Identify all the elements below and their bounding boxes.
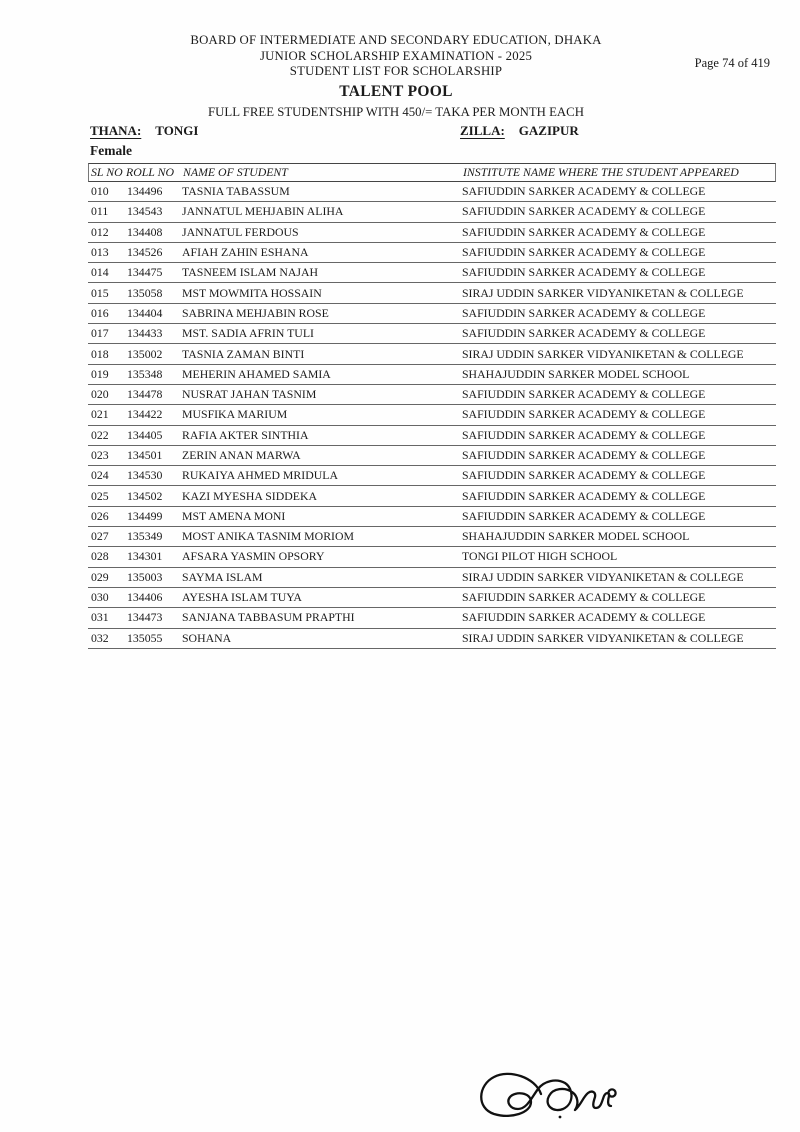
student-name-cell: TASNIA ZAMAN BINTI: [182, 346, 305, 361]
sl-no-cell: 032: [91, 630, 109, 645]
sl-no-cell: 020: [91, 387, 109, 402]
table-body: [88, 182, 776, 649]
student-name-cell: MST. SADIA AFRIN TULI: [182, 326, 314, 341]
institute-cell: SAFIUDDIN SARKER ACADEMY & COLLEGE: [462, 448, 706, 462]
institute-cell: SAFIUDDIN SARKER ACADEMY & COLLEGE: [462, 387, 706, 402]
roll-no-cell: 135058: [127, 285, 163, 300]
table-row: [88, 182, 776, 202]
roll-no-cell: 134499: [127, 508, 163, 523]
institute-cell: SIRAJ UDDIN SARKER VIDYANIKETAN & COLLEGE: [462, 285, 744, 300]
table-row: [88, 202, 776, 222]
roll-no-cell: 135349: [127, 529, 163, 544]
sl-no-cell: 012: [91, 224, 109, 239]
table-row: [88, 223, 776, 243]
student-name-cell: RUKAIYA AHMED MRIDULA: [182, 468, 338, 483]
table-row: [88, 405, 776, 425]
student-name-cell: TASNEEM ISLAM NAJAH: [182, 265, 319, 280]
location-row: [90, 123, 776, 141]
institute-cell: SAFIUDDIN SARKER ACADEMY & COLLEGE: [462, 224, 706, 239]
roll-no-cell: 135002: [127, 346, 163, 361]
thana-label: THANA:: [90, 123, 142, 138]
col-header-roll: ROLL NO: [126, 165, 174, 179]
roll-no-cell: 134405: [127, 427, 163, 442]
roll-no-cell: 134422: [127, 407, 163, 422]
roll-no-cell: 134543: [127, 204, 163, 219]
roll-no-cell: 134475: [127, 265, 163, 280]
talent-pool-title: TALENT POOL: [339, 82, 453, 100]
table-row: [88, 344, 776, 364]
institute-cell: SAFIUDDIN SARKER ACADEMY & COLLEGE: [462, 427, 706, 442]
zilla-label: ZILLA:: [460, 123, 505, 138]
institute-cell: SAFIUDDIN SARKER ACADEMY & COLLEGE: [462, 468, 706, 483]
roll-no-cell: 134473: [127, 610, 163, 625]
sl-no-cell: 025: [91, 488, 109, 503]
sl-no-cell: 011: [91, 204, 109, 219]
sl-no-cell: 019: [91, 366, 109, 381]
student-name-cell: MST MOWMITA HOSSAIN: [182, 285, 322, 300]
student-name-cell: SANJANA TABBASUM PRAPTHI: [182, 610, 355, 625]
table-row: [88, 507, 776, 527]
roll-no-cell: 134406: [127, 590, 163, 605]
roll-no-cell: 134433: [127, 326, 163, 341]
col-header-name: NAME OF STUDENT: [183, 165, 288, 179]
sl-no-cell: 022: [91, 427, 109, 442]
sl-no-cell: 015: [91, 285, 109, 300]
sl-no-cell: 017: [91, 326, 109, 341]
table-row: [88, 324, 776, 344]
student-name-cell: SOHANA: [182, 630, 232, 645]
student-name-cell: MUSFIKA MARIUM: [182, 407, 288, 422]
thana-value: TONGI: [155, 123, 199, 138]
institute-cell: SHAHAJUDDIN SARKER MODEL SCHOOL: [462, 366, 690, 381]
board-title: BOARD OF INTERMEDIATE AND SECONDARY EDUCATION, DHAKA: [190, 33, 602, 47]
sl-no-cell: 010: [91, 184, 109, 199]
institute-cell: SAFIUDDIN SARKER ACADEMY & COLLEGE: [462, 265, 706, 280]
student-table: [88, 163, 776, 649]
sl-no-cell: 013: [91, 245, 109, 260]
roll-no-cell: 134501: [127, 448, 163, 462]
student-name-cell: SAYMA ISLAM: [182, 569, 263, 584]
zilla-value: GAZIPUR: [518, 123, 579, 138]
student-name-cell: AFIAH ZAHIN ESHANA: [182, 245, 309, 260]
institute-cell: SIRAJ UDDIN SARKER VIDYANIKETAN & COLLEGE: [462, 630, 744, 645]
table-row: [88, 283, 776, 303]
table-row: [88, 385, 776, 405]
institute-cell: SHAHAJUDDIN SARKER MODEL SCHOOL: [462, 529, 690, 544]
institute-cell: SIRAJ UDDIN SARKER VIDYANIKETAN & COLLEGE: [462, 569, 744, 584]
sl-no-cell: 029: [91, 569, 109, 584]
roll-no-cell: 134496: [127, 184, 163, 199]
col-header-sl: SL NO: [91, 165, 123, 179]
student-name-cell: NUSRAT JAHAN TASNIM: [182, 387, 317, 402]
document-header: [0, 33, 792, 121]
table-row: [88, 446, 776, 466]
roll-no-cell: 135003: [127, 569, 163, 584]
roll-no-cell: 134502: [127, 488, 163, 503]
institute-cell: SAFIUDDIN SARKER ACADEMY & COLLEGE: [462, 407, 706, 422]
institute-cell: TONGI PILOT HIGH SCHOOL: [462, 549, 618, 564]
institute-cell: SAFIUDDIN SARKER ACADEMY & COLLEGE: [462, 326, 706, 341]
institute-cell: SAFIUDDIN SARKER ACADEMY & COLLEGE: [462, 305, 706, 320]
roll-no-cell: 135348: [127, 366, 163, 381]
student-name-cell: AFSARA YASMIN OPSORY: [182, 549, 325, 564]
institute-cell: SAFIUDDIN SARKER ACADEMY & COLLEGE: [462, 184, 706, 199]
sl-no-cell: 027: [91, 529, 109, 544]
sl-no-cell: 026: [91, 508, 109, 523]
institute-cell: SAFIUDDIN SARKER ACADEMY & COLLEGE: [462, 508, 706, 523]
sl-no-cell: 014: [91, 265, 109, 280]
stipend-line: FULL FREE STUDENTSHIP WITH 450/= TAKA PER MONTH EACH: [208, 104, 584, 119]
table-row: [88, 568, 776, 588]
sl-no-cell: 031: [91, 610, 109, 625]
table-header-row: [88, 163, 776, 182]
sl-no-cell: 021: [91, 407, 109, 422]
student-name-cell: JANNATUL FERDOUS: [182, 224, 299, 239]
table-row: [88, 304, 776, 324]
roll-no-cell: 134526: [127, 245, 163, 260]
table-row: [88, 527, 776, 547]
student-name-cell: TASNIA TABASSUM: [182, 184, 290, 199]
exam-title: JUNIOR SCHOLARSHIP EXAMINATION - 2025: [259, 48, 533, 63]
table-row: [88, 263, 776, 283]
institute-cell: SAFIUDDIN SARKER ACADEMY & COLLEGE: [462, 610, 706, 625]
sl-no-cell: 023: [91, 448, 109, 462]
institute-cell: SAFIUDDIN SARKER ACADEMY & COLLEGE: [462, 590, 706, 605]
student-name-cell: MEHERIN AHAMED SAMIA: [182, 366, 331, 381]
table-row: [88, 547, 776, 567]
sl-no-cell: 018: [91, 346, 109, 361]
student-name-cell: MOST ANIKA TASNIM MORIOM: [182, 529, 354, 544]
roll-no-cell: 134478: [127, 387, 163, 402]
roll-no-cell: 134404: [127, 305, 163, 320]
student-name-cell: MST AMENA MONI: [182, 508, 286, 523]
roll-no-cell: 134530: [127, 468, 163, 483]
signature-scribble: [453, 1066, 618, 1124]
list-subtitle: STUDENT LIST FOR SCHOLARSHIP: [289, 64, 503, 79]
table-row: [88, 608, 776, 628]
student-name-cell: AYESHA ISLAM TUYA: [182, 590, 302, 605]
table-row: [88, 629, 776, 649]
table-row: [88, 426, 776, 446]
sl-no-cell: 028: [91, 549, 109, 564]
roll-no-cell: 134408: [127, 224, 163, 239]
page-number: Page 74 of 419: [694, 56, 770, 70]
institute-cell: SAFIUDDIN SARKER ACADEMY & COLLEGE: [462, 245, 706, 260]
student-name-cell: RAFIA AKTER SINTHIA: [182, 427, 309, 442]
student-name-cell: KAZI MYESHA SIDDEKA: [182, 488, 318, 503]
institute-cell: SAFIUDDIN SARKER ACADEMY & COLLEGE: [462, 204, 706, 219]
student-name-cell: SABRINA MEHJABIN ROSE: [182, 305, 329, 320]
institute-cell: SIRAJ UDDIN SARKER VIDYANIKETAN & COLLEGE: [462, 346, 744, 361]
col-header-institute: INSTITUTE NAME WHERE THE STUDENT APPEARED: [463, 165, 739, 179]
institute-cell: SAFIUDDIN SARKER ACADEMY & COLLEGE: [462, 488, 706, 503]
roll-no-cell: 134301: [127, 549, 163, 564]
table-row: [88, 365, 776, 385]
table-row: [88, 466, 776, 486]
student-name-cell: ZERIN ANAN MARWA: [182, 448, 301, 462]
table-row: [88, 243, 776, 263]
sl-no-cell: 016: [91, 305, 109, 320]
sl-no-cell: 024: [91, 468, 109, 483]
table-row: [88, 486, 776, 506]
roll-no-cell: 135055: [127, 630, 163, 645]
group-label: Female: [90, 143, 132, 158]
sl-no-cell: 030: [91, 590, 109, 605]
table-row: [88, 588, 776, 608]
student-name-cell: JANNATUL MEHJABIN ALIHA: [182, 204, 344, 219]
